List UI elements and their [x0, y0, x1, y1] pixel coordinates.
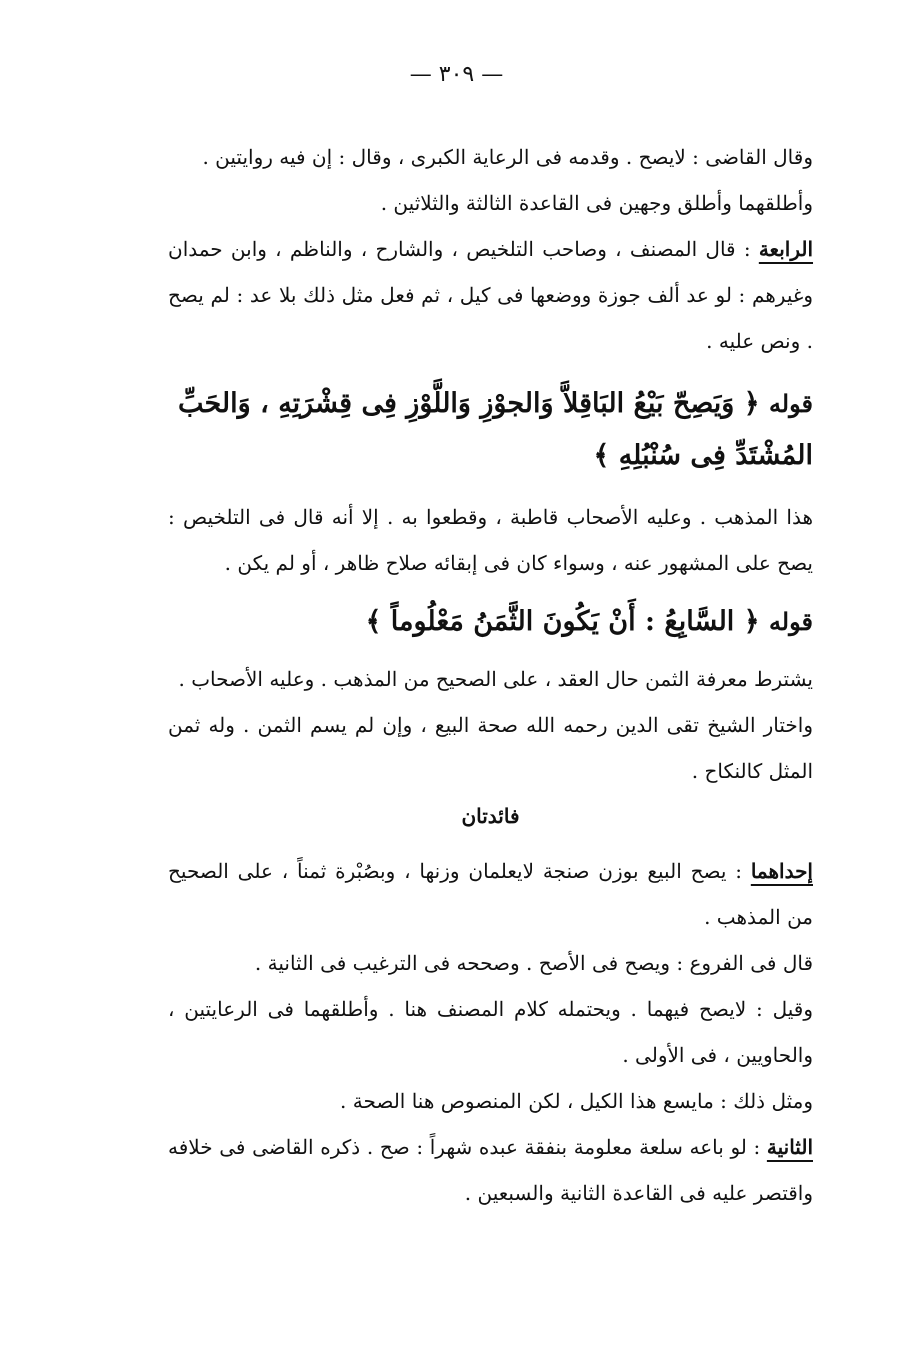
paragraph-ikhtar: واختار الشيخ تقى الدين رحمه الله صحة البيع ، وإن لم يسم الثمن . وله ثمن المثل كالنكاح . [168, 713, 813, 783]
paragraph-rabia [168, 226, 813, 364]
paragraph-lead-thaniya: الثانية [766, 1135, 813, 1159]
quote-label: قوله [768, 607, 813, 636]
paragraph-yushtarat: يشترط معرفة الثمن حال العقد ، على الصحيح من المذهب . وعليه الأصحاب . [178, 667, 813, 691]
paragraph-madhhab: هذا المذهب . وعليه الأصحاب قاطبة ، وقطعوا به . إلا أنه قال فى التلخيص : يصح على المشهور عنه ، وسواء كان فى إبقائه صلاح ظاهر ، أو لم يكن . [168, 505, 813, 575]
paragraph-ihdahuma [168, 848, 813, 940]
quote-text: ﴿ السَّابِعُ : أَنْ يَكُونَ الثَّمَنُ مَعْلُوماً ﴾ [365, 606, 760, 637]
paragraph-lead-ihdahuma: إحداهما [750, 859, 813, 883]
text-block-1 [168, 134, 813, 364]
quote-text: ﴿ وَيَصِحّ بَيْعُ البَاقِلاَّ وَالجوْزِ وَاللَّوْزِ فِى قِشْرَتِهِ ، وَالحَبِّ المُشْتَدِّ فِى سُنْبُلِهِ ﴾ [177, 388, 813, 471]
text-block-2 [168, 494, 813, 586]
quote-block-1 [168, 378, 813, 482]
quote-block-2 [168, 596, 813, 648]
page-number: — ٣٠٩ — [409, 62, 504, 87]
quote-sabi [168, 596, 813, 648]
paragraph-thaniya [168, 1124, 813, 1216]
paragraph-lead-rabia: الرابعة [758, 237, 814, 261]
quote-baqilla [168, 378, 813, 482]
section-heading: فائدتان [461, 804, 520, 828]
paragraph-qil: وقيل : لايصح فيهما . ويحتمله كلام المصنف هنا . وأطلقهما فى الرعايتين ، والحاويين ، فى الأولى . [168, 997, 813, 1067]
paragraph-atlaqahuma: وأطلقهما وأطلق وجهين فى القاعدة الثالثة والثلاثين . [380, 191, 813, 215]
paragraph-furu: قال فى الفروع : ويصح فى الأصح . وصححه فى الترغيب فى الثانية . [254, 951, 813, 975]
paragraph-ihdahuma-text: : يصح البيع بوزن صنجة لايعلمان وزنها ، وبصُبْرة ثمناً ، على الصحيح من المذهب . [168, 859, 813, 929]
paragraph-qadi: وقال القاضى : لايصح . وقدمه فى الرعاية الكبرى ، وقال : إن فيه روايتين . [202, 145, 813, 169]
text-block-4 [168, 848, 813, 1216]
paragraph-rabia-text: : قال المصنف ، وصاحب التلخيص ، والشارح ، والناظم ، وابن حمدان وغيرهم : لو عد ألف جوزة ووضعها فى كيل ، ثم فعل مثل ذلك بلا عد : لم يصح . ونص عليه . [168, 237, 813, 353]
quote-label: قوله [768, 389, 813, 418]
text-block-3 [168, 656, 813, 794]
paragraph-thaniya-text: : لو باعه سلعة معلومة بنفقة عبده شهراً : صح . ذكره القاضى فى خلافه واقتصر عليه فى القاعدة الثانية والسبعين . [168, 1135, 813, 1205]
heading-block [168, 794, 813, 838]
paragraph-mithl: ومثل ذلك : مايسع هذا الكيل ، لكن المنصوص هنا الصحة . [340, 1089, 813, 1113]
